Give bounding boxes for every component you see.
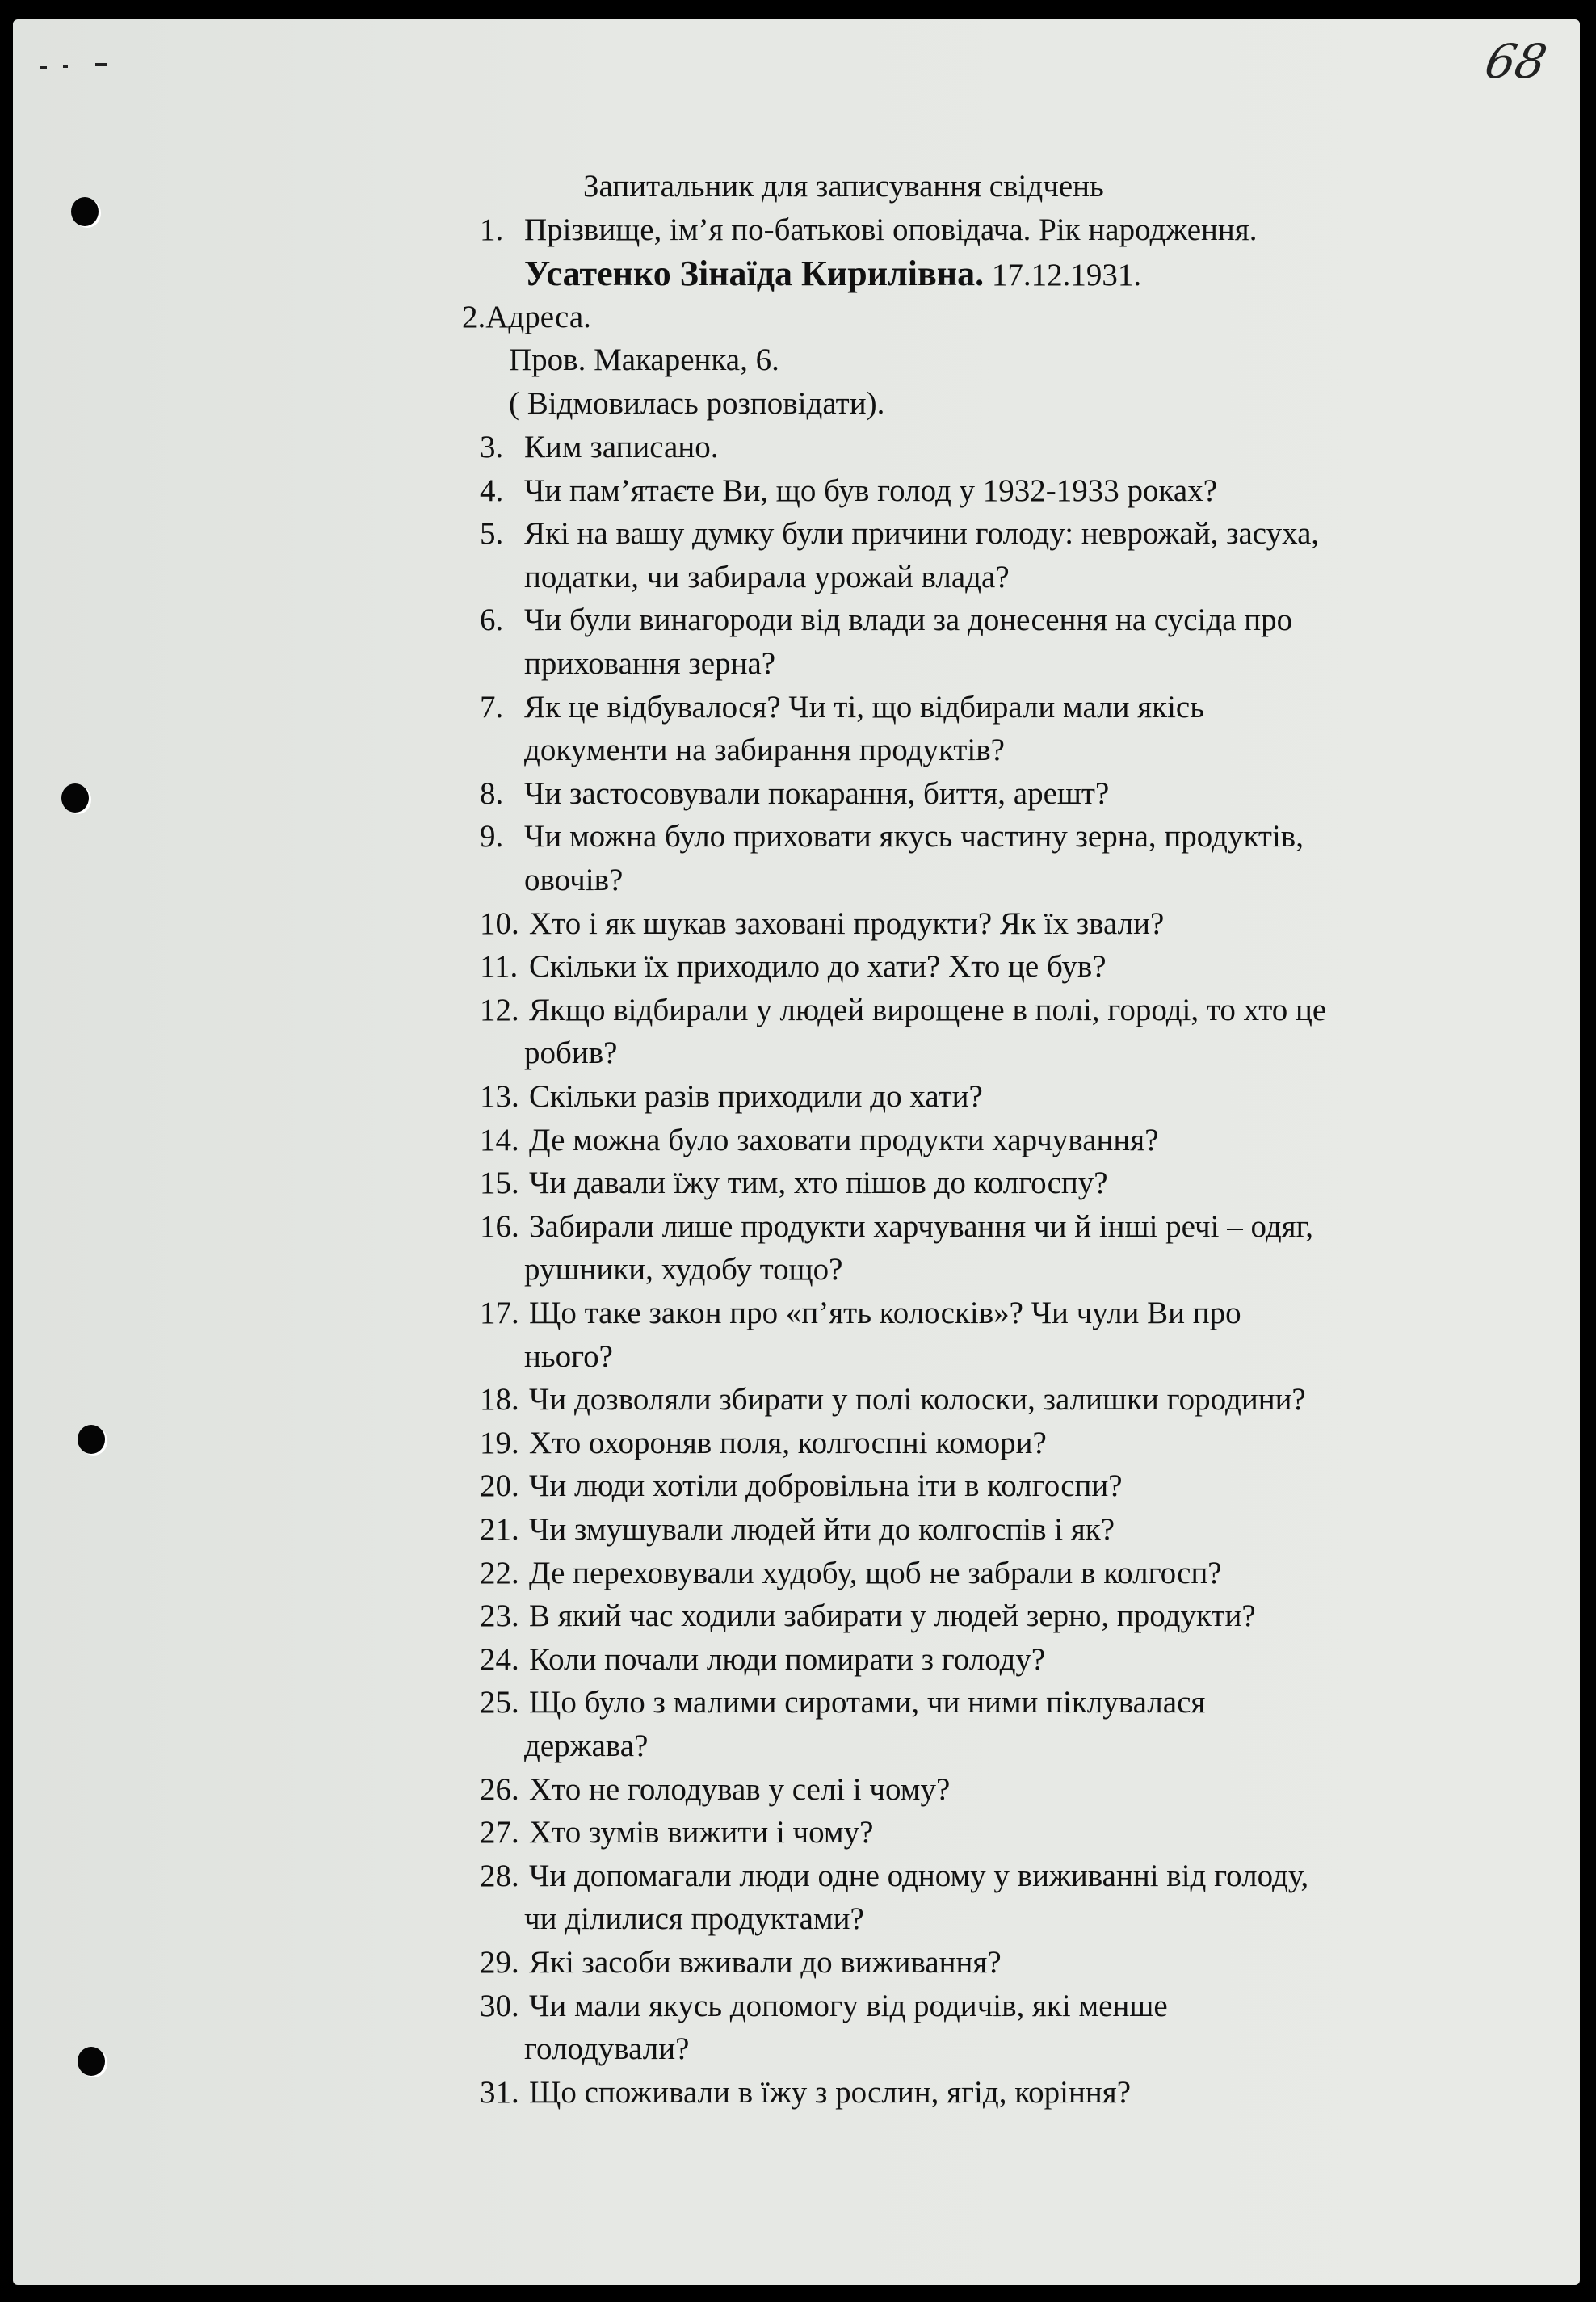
- question-text: Чи змушували людей йти до колгоспів і як?: [529, 1512, 1115, 1547]
- question-number: 27.: [480, 1815, 519, 1850]
- question-text: Прізвище, ім’я по-батькові оповідача. Рік народження.: [524, 212, 1258, 247]
- question-number: 15.: [480, 1166, 519, 1201]
- question-number: 21.: [480, 1512, 519, 1547]
- question-text: Де можна було заховати продукти харчування?: [529, 1122, 1159, 1157]
- question-number: 24.: [480, 1641, 519, 1677]
- scan-mark: [95, 63, 107, 66]
- question-number: 6.: [480, 603, 504, 638]
- question-number: 23.: [480, 1598, 519, 1634]
- question-text: Чи давали їжу тим, хто пішов до колгоспу?: [529, 1166, 1108, 1201]
- question-continuation: держава?: [524, 1729, 649, 1763]
- question-text: Чи можна було приховати якусь частину зерна, продуктів,: [524, 819, 1304, 855]
- question-number: 20.: [480, 1468, 519, 1504]
- question-number: 10.: [480, 905, 519, 941]
- question-number: 22.: [480, 1555, 519, 1590]
- question-text: Які на вашу думку були причини голоду: неврожай, засуха,: [524, 516, 1320, 552]
- narrator-line: [524, 252, 1141, 297]
- question-text: Забирали лише продукти харчування чи й інші речі – одяг,: [529, 1208, 1313, 1244]
- question-text: Якщо відбирали у людей вирощене в полі, городі, то хто це: [529, 992, 1327, 1027]
- question-number: 7.: [480, 689, 504, 725]
- question-text: Чи люди хотіли добровільна іти в колгоспи?: [529, 1468, 1123, 1504]
- question-text: Які засоби вживали до виживання?: [529, 1945, 1002, 1980]
- scan-mark: [40, 66, 47, 69]
- handwritten-page-number: 68: [1480, 34, 1552, 89]
- question-continuation: овочів?: [524, 863, 624, 897]
- question-text: Що споживали в їжу з рослин, ягід, коріння?: [529, 2074, 1131, 2110]
- punch-hole: [71, 197, 99, 226]
- scan-mark: [63, 65, 68, 68]
- document-title: Запитальник для записування свідчень: [583, 169, 1104, 204]
- address-note: ( Відмовилась розповідати).: [509, 386, 885, 421]
- question-number: 4.: [480, 473, 504, 508]
- question-number: 30.: [480, 1988, 519, 2023]
- punch-hole: [61, 783, 89, 813]
- question-text: Чи пам’ятаєте Ви, що був голод у 1932-1933 роках?: [524, 473, 1218, 508]
- question-continuation: нього?: [524, 1338, 613, 1374]
- address-label: 2.Адреса.: [462, 300, 591, 334]
- narrator-birth-date: 17.12.1931.: [991, 258, 1142, 292]
- question-text: Чи застосовували покарання, биття, арешт?: [524, 775, 1110, 811]
- question-text: Ким записано.: [524, 430, 719, 464]
- question-text: Хто зумів вижити і чому?: [529, 1815, 874, 1850]
- question-text: Де переховували худобу, щоб не забрали в колгосп?: [529, 1555, 1222, 1590]
- question-number: 18.: [480, 1382, 519, 1418]
- narrator-name: Усатенко Зінаїда Кирилівна.: [524, 254, 985, 293]
- question-number: 19.: [480, 1425, 519, 1460]
- question-text: Що таке закон про «п’ять колосків»? Чи чули Ви про: [529, 1296, 1241, 1330]
- question-number: 1.: [480, 212, 504, 247]
- question-text: Що було з малими сиротами, чи ними піклувалася: [529, 1685, 1206, 1720]
- question-number: 5.: [480, 516, 504, 552]
- question-text: Скільки разів приходили до хати?: [529, 1079, 983, 1114]
- question-number: 29.: [480, 1945, 519, 1980]
- question-continuation: приховання зерна?: [524, 646, 776, 681]
- question-text: Хто не голодував у селі і чому?: [529, 1771, 951, 1807]
- question-continuation: чи ділилися продуктами?: [524, 1901, 864, 1937]
- question-continuation: робив?: [524, 1035, 618, 1071]
- question-continuation: голодували?: [524, 2031, 690, 2067]
- question-text: В який час ходили забирати у людей зерно, продукти?: [529, 1598, 1256, 1634]
- question-number: 9.: [480, 819, 504, 855]
- question-number: 14.: [480, 1122, 519, 1157]
- question-number: 3.: [480, 430, 504, 464]
- question-number: 26.: [480, 1771, 519, 1807]
- question-text: Чи мали якусь допомогу від родичів, які менше: [529, 1988, 1168, 2023]
- question-text: Чи були винагороди від влади за донесення на сусіда про: [524, 603, 1293, 638]
- question-text: Хто і як шукав заховані продукти? Як їх звали?: [529, 905, 1165, 941]
- question-number: 8.: [480, 775, 504, 811]
- question-continuation: рушники, худобу тощо?: [524, 1252, 843, 1288]
- question-number: 12.: [480, 992, 519, 1027]
- question-text: Чи допомагали люди одне одному у виживанні від голоду,: [529, 1858, 1309, 1893]
- address-value: Пров. Макаренка, 6.: [509, 342, 779, 377]
- question-text: Хто охороняв поля, колгоспні комори?: [529, 1425, 1047, 1460]
- question-text: Скільки їх приходило до хати? Хто це був?: [529, 949, 1107, 985]
- question-continuation: документи на забирання продуктів?: [524, 733, 1005, 768]
- question-continuation: податки, чи забирала урожай влада?: [524, 559, 1010, 594]
- punch-hole: [78, 1425, 105, 1454]
- question-number: 31.: [480, 2074, 519, 2110]
- question-text: Коли почали люди помирати з голоду?: [529, 1641, 1046, 1677]
- punch-hole: [78, 2047, 105, 2076]
- question-text: Чи дозволяли збирати у полі колоски, залишки городини?: [529, 1382, 1306, 1418]
- question-number: 25.: [480, 1685, 519, 1720]
- question-text: Як це відбувалося? Чи ті, що відбирали мали якісь: [524, 689, 1205, 725]
- question-number: 16.: [480, 1208, 519, 1244]
- question-number: 13.: [480, 1079, 519, 1114]
- question-number: 17.: [480, 1296, 519, 1330]
- question-number: 11.: [480, 949, 519, 985]
- question-number: 28.: [480, 1858, 519, 1893]
